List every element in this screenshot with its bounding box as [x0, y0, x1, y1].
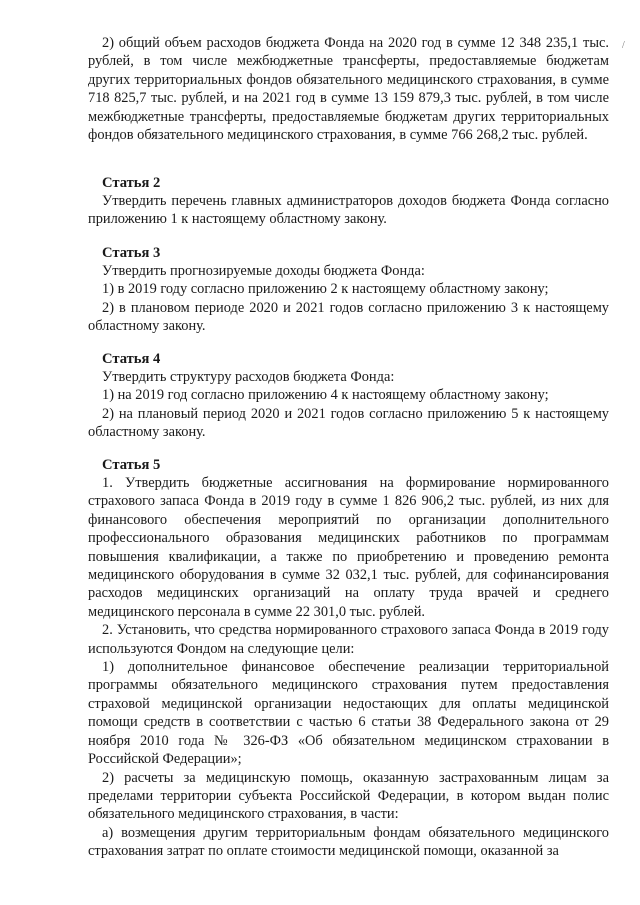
- paragraph: 2) расчеты за медицинскую помощь, оказанную застрахованным лицам за пределами территории субъекта Российской Федерации, в котором выдан полис обязательного медицинского страхования, в части:: [88, 769, 609, 823]
- paragraph: 1) дополнительное финансовое обеспечение реализации территориальной программы обязательного медицинского страхования путем предоставления страховой медицинской организации недостающих для оплаты медицинской помощи средств в соответствии с частью 6 статьи 38 Федерального закона от 29 ноября 2010 года № 326-ФЗ «Об обязательном медицинском страховании в Российской Федерации»;: [88, 659, 609, 768]
- article-heading: Статья 3: [102, 245, 161, 261]
- paragraph: 2) общий объем расходов бюджета Фонда на 2020 год в сумме 12 348 235,1 тыс. рублей, в том числе межбюджетные трансферты, предоставляемые бюджетам других территориальных фондов обязательного медицинского страхования, в сумме 718 825,7 тыс. рублей, и на 2021 год в сумме 13 159 879,3 тыс. рублей, в том числе межбюджетные трансферты, предоставляемые бюджетам других территориальных фондов обязательного медицинского страхования, в сумме 766 268,2 тыс. рублей.: [88, 35, 609, 144]
- paragraph: Утвердить прогнозируемые доходы бюджета Фонда:: [102, 263, 425, 279]
- budget-expenses-item: [88, 34, 609, 144]
- paragraph: 1. Утвердить бюджетные ассигнования на формирование нормированного страхового запаса Фонда в 2019 году в сумме 1 826 906,2 тыс. рублей, из них для финансового обеспечения мероприятий по организации дополнительного профессионального образования медицинских работников по программам повышения квалификации, а также по приобретению и проведению ремонта медицинского оборудования в сумме 32 032,1 тыс. рублей, для софинансирования расходов медицинских организаций на оплату труда врачей и среднего медицинского персонала в сумме 22 301,0 тыс. рублей.: [88, 475, 609, 620]
- paragraph: а) возмещения другим территориальным фондам обязательного медицинского страхования затрат по оплате стоимости медицинской помощи, оказанной за: [88, 824, 609, 860]
- article-heading: Статья 5: [102, 457, 161, 473]
- paragraph: 1) на 2019 год согласно приложению 4 к настоящему областному закону;: [102, 387, 549, 404]
- paragraph: Утвердить перечень главных администраторов доходов бюджета Фонда согласно приложению 1 к настоящему областному закону.: [88, 193, 609, 228]
- article-5: [88, 456, 609, 861]
- article-4: [88, 350, 609, 442]
- paragraph: 2) на плановый период 2020 и 2021 годов согласно приложению 5 к настоящему областному закону.: [88, 405, 609, 441]
- article-heading: Статья 2: [102, 175, 161, 191]
- paragraph: Утвердить структуру расходов бюджета Фонда:: [102, 369, 395, 385]
- article-heading: Статья 4: [102, 351, 161, 367]
- margin-mark: /: [622, 40, 625, 51]
- article-2: [88, 174, 609, 229]
- paragraph: 2. Установить, что средства нормированного страхового запаса Фонда в 2019 году используются Фондом на следующие цели:: [88, 622, 609, 657]
- paragraph: 2) в плановом периоде 2020 и 2021 годов согласно приложению 3 к настоящему областному закону.: [88, 299, 609, 335]
- article-3: [88, 244, 609, 336]
- paragraph: 1) в 2019 году согласно приложению 2 к настоящему областному закону;: [102, 281, 549, 298]
